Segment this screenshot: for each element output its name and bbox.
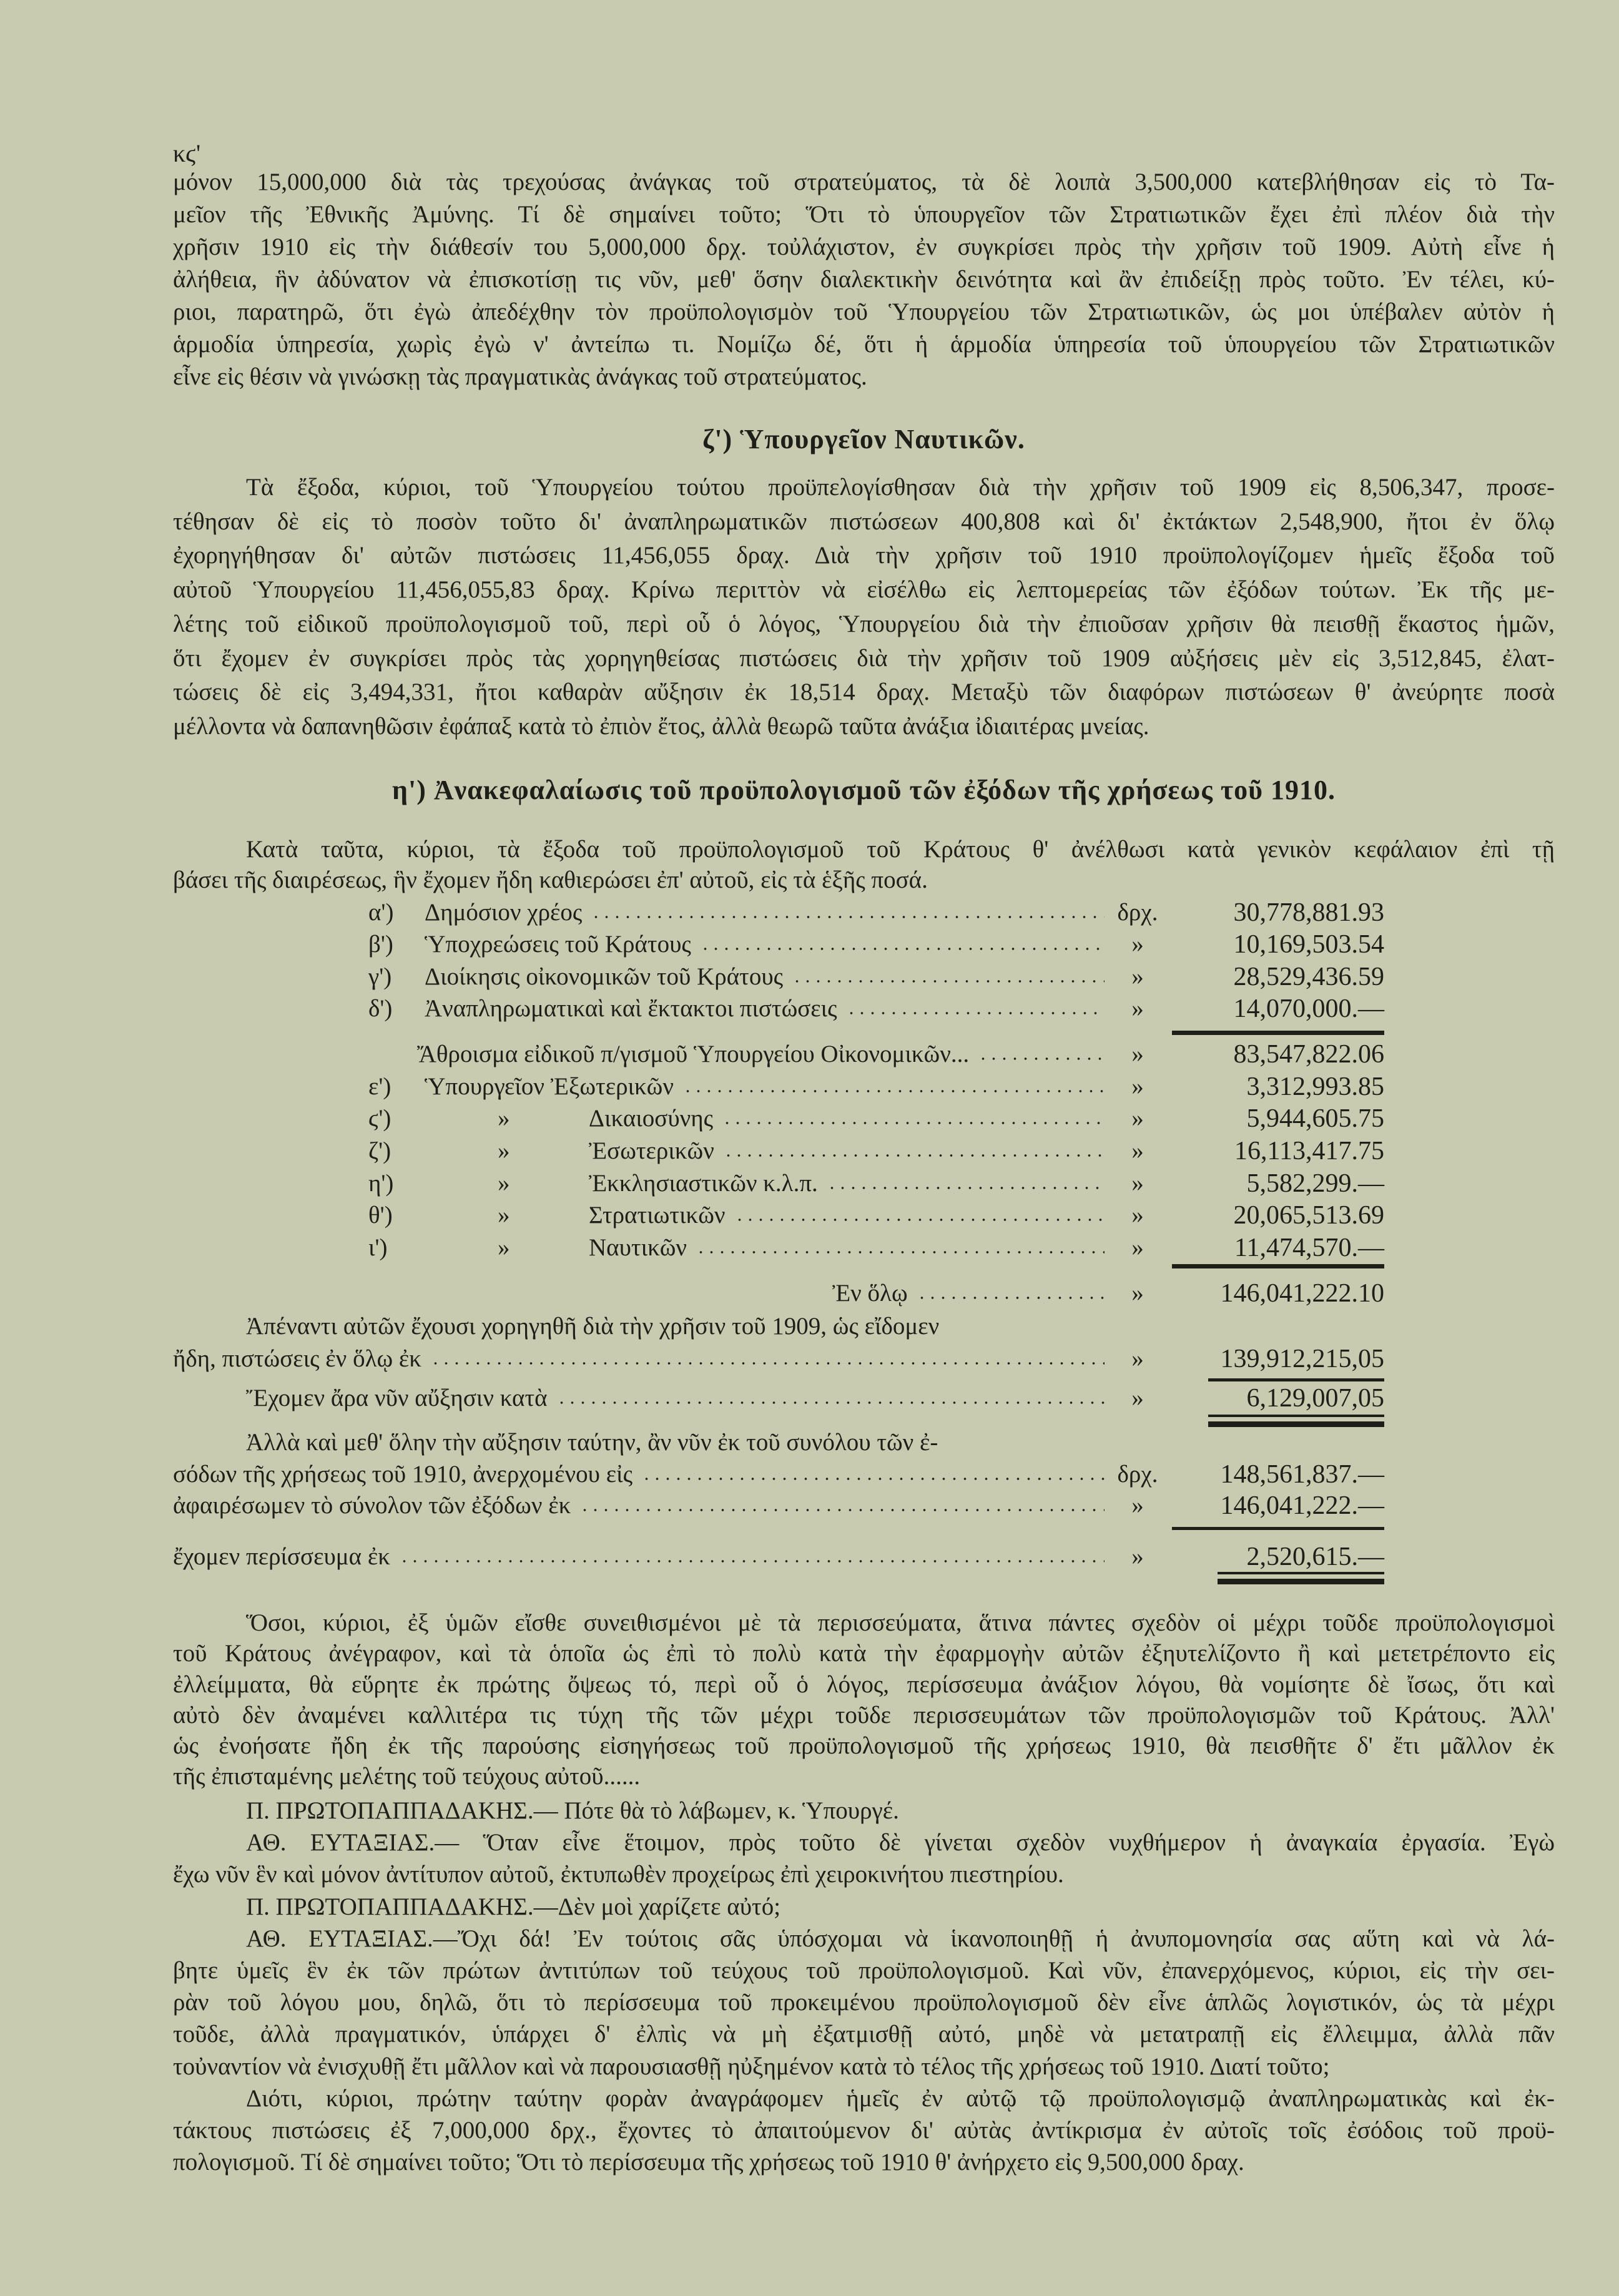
text-line: ἀλήθεια, ἣν ἀδύνατον νὰ ἐπισκοτίσῃ τις νῦν, μεθ' ὅσην διαλεκτικὴν δεινότητα καὶ ἂν ἐπιδείξῃ πρὸς τοῦτο. Ἐν τέλει, κύ-	[173, 266, 1555, 293]
double-rule	[1208, 1415, 1384, 1417]
row-amount: 139,912,215,05	[1220, 1345, 1384, 1373]
table-row	[173, 1490, 1384, 1521]
row-unit: »	[1131, 1543, 1144, 1570]
row-label: Ναυτικῶν	[589, 1234, 687, 1261]
sum-rule	[1208, 1378, 1384, 1381]
page-number: κϛ'	[173, 139, 201, 167]
table-row	[246, 1383, 1384, 1414]
row-amount: 10,169,503.54	[1233, 930, 1384, 959]
dot-leader	[827, 1185, 1105, 1190]
table-row	[173, 1541, 1384, 1572]
dot-leader	[792, 979, 1105, 984]
row-unit: δρχ.	[1117, 1461, 1158, 1488]
table-row	[173, 1343, 1384, 1375]
row-label: Διοίκησις οἰκονομικῶν τοῦ Κράτους	[425, 963, 784, 990]
dot-leader	[399, 1559, 1105, 1564]
table-row	[368, 1103, 1384, 1134]
row-label: Ἐσωτερικῶν	[589, 1137, 714, 1164]
table-row	[368, 1232, 1384, 1263]
section-heading-naval-ministry: ζ') Ὑπουργεῖον Ναυτικῶν.	[702, 424, 1025, 454]
text-line: τοῦ Κράτους ἀνέγραφον, καὶ τὰ ὁποῖα ὡς ἐπὶ τὸ πολὺ κατὰ τὴν ἐφαρμογὴν αὐτῶν ἐξηυτελίζοντο ἢ καὶ μετετρέποντο εἰς	[173, 1640, 1555, 1667]
row-amount: 2,520,615.—	[1246, 1543, 1384, 1571]
text-line: αὐτοῦ Ὑπουργείου 11,456,055,83 δραχ. Κρίνω περιττὸν νὰ εἰσέλθω εἰς λεπτομερείας τῶν ἐξόδων τούτων. Ἐκ τῆς με-	[173, 576, 1555, 604]
double-rule	[1218, 1579, 1384, 1584]
row-amount: 16,113,417.75	[1234, 1137, 1384, 1165]
paragraph-2	[173, 471, 1555, 744]
table-row	[173, 1459, 1384, 1490]
row-amount: 3,312,993.85	[1246, 1072, 1384, 1101]
text-line: ΑΘ. ΕΥΤΑΞΙΑΣ.— Ὅταν εἶνε ἕτοιμον, πρὸς τοῦτο δὲ γίνεται σχεδὸν νυχθήμερον ἡ ἀναγκαία ἐργασία. Ἐγὼ	[246, 1829, 1555, 1857]
table-row	[368, 961, 1384, 993]
row-label: Δημόσιον χρέος	[425, 899, 583, 926]
row-marker: ζ')	[368, 1137, 391, 1164]
text-line: Π. ΠΡΩΤΟΠΑΠΠΑΔΑΚΗΣ.— Πότε θὰ τὸ λάβωμεν, κ. Ὑπουργέ.	[246, 1797, 899, 1824]
table-row	[368, 897, 1384, 928]
text-line: χρῆσιν 1910 εἰς τὴν διάθεσίν του 5,000,000 δρχ. τοὐλάχιστον, ἐν συγκρίσει πρὸς τὴν χρῆσιν τοῦ 1909. Αὐτὴ εἶνε ἡ	[173, 233, 1555, 260]
row-label: ἀφαιρέσωμεν τὸ σύνολον τῶν ἐξόδων ἐκ	[173, 1492, 571, 1519]
row-amount: 14,070,000.—	[1233, 994, 1384, 1023]
text-line: τῆς ἐπισταμένης μελέτης τοῦ τεύχους αὐτοῦ......	[173, 1763, 641, 1790]
row-label: ἤδη, πιστώσεις ἐν ὅλῳ ἐκ	[173, 1345, 421, 1372]
row-label: Ἄθροισμα εἰδικοῦ π/γισμοῦ Ὑπουργείου Οἰκονομικῶν...	[417, 1041, 970, 1067]
dot-leader	[556, 1400, 1105, 1405]
text-line: Τὰ ἔξοδα, κύριοι, τοῦ Ὑπουργείου τούτου προϋπελογίσθησαν διὰ τὴν χρῆσιν τοῦ 1909 εἰς 8,506,347, προσε-	[246, 474, 1555, 501]
table-row	[246, 1311, 1384, 1342]
row-unit: δρχ.	[1117, 899, 1158, 926]
double-rule	[1208, 1421, 1384, 1427]
row-marker: η')	[368, 1170, 394, 1197]
row-unit: »	[1131, 1202, 1144, 1229]
table-row	[417, 1039, 1384, 1070]
row-label: σόδων τῆς χρήσεως τοῦ 1910, ἀνερχομένου εἰς	[173, 1461, 633, 1488]
table-row	[368, 1071, 1384, 1102]
row-marker: β')	[368, 931, 393, 958]
row-unit: »	[1131, 1105, 1144, 1132]
text-line: εἶνε εἰς θέσιν νὰ γινώσκῃ τὰς πραγματικὰς ἀνάγκας τοῦ στρατεύματος.	[173, 363, 867, 390]
text-line: ριοι, παρατηρῶ, ὅτι ἐγὼ ἀπεδέχθην τὸν προϋπολογισμὸν τοῦ Ὑπουργείου τῶν Στρατιωτικῶν, ὡς μοι ὑπέβαλεν αὐτὸν ἡ	[173, 298, 1555, 325]
row-amount: 5,582,299.—	[1246, 1169, 1384, 1198]
table-row	[832, 1278, 1384, 1309]
row-amount: 146,041,222.10	[1220, 1279, 1384, 1308]
dot-leader	[722, 1121, 1105, 1126]
text-line: μέλλοντα νὰ δαπανηθῶσιν ἐφάπαξ κατὰ τὸ ἐπιὸν ἔτος, ἀλλὰ θεωρῶ ταῦτα ἀνάξια ἰδιαιτέρας μνείας.	[173, 712, 1149, 740]
text-line: ἔχω νῦν ἓν καὶ μόνον ἀντίτυπον αὐτοῦ, ἐκτυπωθὲν προχείρως ἐπὶ χειροκινήτου πιεστηρίου.	[173, 1861, 1064, 1888]
text-line: Π. ΠΡΩΤΟΠΑΠΠΑΔΑΚΗΣ.—Δὲν μοὶ χαρίζετε αὐτό;	[246, 1893, 781, 1920]
row-label: Δικαιοσύνης	[589, 1105, 714, 1132]
row-unit: »	[1131, 1280, 1144, 1307]
row-label: Ὑπουργεῖον Ἐξωτερικῶν	[425, 1073, 674, 1100]
text-line: τοῦδε, ἀλλὰ πραγματικόν, ὑπάρχει δ' ἐλπὶς νὰ μὴ ἐξατμισθῇ αὐτό, μηδὲ νὰ μετατραπῇ εἰς ἔλλειμμα, ἀλλὰ πᾶν	[173, 2021, 1555, 2048]
row-amount: 6,129,007,05	[1246, 1384, 1384, 1413]
text-line: τώσεις δὲ εἰς 3,494,331, ἤτοι καθαρὰν αὔξησιν ἐκ 18,514 δραχ. Μεταξὺ τῶν διαφόρων πιστώσεων θ' ἀνεύρητε ποσὰ	[173, 679, 1555, 706]
ditto-mark: »	[498, 1105, 510, 1132]
text-line: βητε ὑμεῖς ἓν ἐκ τῶν πρώτων ἀντιτύπων τοῦ τεύχους τοῦ προϋπολογισμοῦ. Καὶ νῦν, ἐπανερχόμενος, κύριοι, εἰς τὴν σει-	[173, 1957, 1555, 1984]
row-amount: 20,065,513.69	[1233, 1201, 1384, 1230]
text-line: βάσει τῆς διαιρέσεως, ἣν ἔχομεν ἤδη καθιερώσει ἐπ' αὐτοῦ, εἰς τὰ ἑξῆς ποσά.	[173, 866, 928, 893]
row-marker: ε')	[368, 1073, 391, 1100]
row-unit: »	[1131, 931, 1144, 958]
text-line: ρὰν τοῦ λόγου μου, δηλῶ, ὅτι τὸ περίσσευμα τοῦ προκειμένου προϋπολογισμοῦ δὲν εἶνε ἁπλῶς λογιστικόν, ὡς τὰ μέχρι	[173, 1989, 1555, 2016]
row-label: Ἐν ὅλῳ	[832, 1280, 908, 1307]
text-line: Κατὰ ταῦτα, κύριοι, τὰ ἔξοδα τοῦ προϋπολογισμοῦ τοῦ Κράτους θ' ἀνέλθωσι κατὰ γενικὸν κεφάλαιον ἐπὶ τῇ	[246, 836, 1555, 863]
row-unit: »	[1131, 1345, 1144, 1372]
ditto-mark: »	[498, 1202, 510, 1229]
dot-leader	[579, 1508, 1105, 1513]
text-line: τάκτους πιστώσεις ἐξ 7,000,000 δρχ., ἔχοντες τὸ ἀπαιτούμενον δι' αὐτὰς ἀντίκρισμα ἐν αὐτοῖς τοῖς ἐσόδοις τοῦ προϋ-	[173, 2117, 1555, 2144]
text-line: ἐλλείμματα, θὰ εὕρητε ἐκ πρώτης ὄψεως τό, περὶ οὗ ὁ λόγος, περίσσευμα ἀνάξιον λόγου, θὰ νομίσητε δὲ ἴσως, ὅτι καὶ	[173, 1670, 1555, 1698]
row-label: Στρατιωτικῶν	[589, 1202, 726, 1229]
text-line: τοὐναντίον νὰ ἐνισχυθῇ ἔτι μᾶλλον καὶ νὰ παρουσιασθῇ ηὐξημένον κατὰ τὸ τέλος τῆς χρήσεως τοῦ 1910. Διατί τοῦτο;	[173, 2053, 1330, 2080]
dot-leader	[591, 915, 1105, 920]
row-unit: »	[1131, 1137, 1144, 1164]
row-amount: 5,944,605.75	[1246, 1104, 1384, 1133]
text-line: λέτης τοῦ εἰδικοῦ προϋπολογισμοῦ τοῦ, περὶ οὗ ὁ λόγος, Ὑπουργείου διὰ τὴν ἐπιοῦσαν χρῆσιν θὰ πεισθῇ ἕκαστος ἡμῶν,	[173, 610, 1555, 637]
row-unit: »	[1131, 1385, 1144, 1411]
table-row	[368, 929, 1384, 960]
row-marker: ϛ')	[368, 1105, 391, 1132]
row-amount: 30,778,881.93	[1233, 898, 1384, 927]
row-unit: »	[1131, 1041, 1144, 1067]
row-amount: 148,561,837.—	[1220, 1460, 1384, 1489]
sum-rule	[1172, 1031, 1384, 1035]
dot-leader	[696, 1250, 1105, 1255]
row-amount: 146,041,222.—	[1220, 1491, 1384, 1520]
table-row	[246, 1427, 1384, 1458]
row-label: Ἀλλὰ καὶ μεθ' ὅλην τὴν αὔξησιν ταύτην, ἂν νῦν ἐκ τοῦ συνόλου τῶν ἐ-	[246, 1429, 938, 1456]
row-unit: »	[1131, 1492, 1144, 1519]
row-unit: »	[1131, 1234, 1144, 1261]
section-heading-summary: η') Ἀνακεφαλαίωσις τοῦ προϋπολογισμοῦ τῶν ἐξόδων τῆς χρήσεως τοῦ 1910.	[391, 775, 1336, 805]
text-line: ΑΘ. ΕΥΤΑΞΙΑΣ.—Ὄχι δά! Ἐν τούτοις σᾶς ὑπόσχομαι νὰ ἱκανοποιηθῇ ἡ ἀνυπομονησία σας αὕτη καὶ νὰ λά-	[246, 1925, 1555, 1952]
sum-rule	[1172, 1264, 1384, 1268]
text-line: ἁρμοδία ὑπηρεσία, χωρὶς ἐγὼ ν' ἀντείπω τι. Νομίζω δέ, ὅτι ἡ ἁρμοδία ὑπηρεσία τοῦ ὑπουργείου τῶν Στρατιωτικῶν	[173, 331, 1555, 358]
text-line: ὡς ἐνοήσατε ἤδη ἐκ τῆς παρούσης εἰσηγήσεως τοῦ προϋπολογισμοῦ τῆς χρήσεως 1910, θὰ πεισθῆτε δ' ἔτι μᾶλλον ἐκ	[173, 1732, 1555, 1760]
dot-leader	[682, 1089, 1105, 1094]
dot-leader	[978, 1056, 1105, 1061]
row-unit: »	[1131, 963, 1144, 990]
text-line: ἐχορηγήθησαν δι' αὐτῶν πιστώσεις 11,456,055 δραχ. Διὰ τὴν χρῆσιν τοῦ 1910 προϋπολογίζομεν ἡμεῖς ἔξοδα τοῦ	[173, 542, 1555, 569]
table-row	[368, 1200, 1384, 1231]
table-row	[368, 1168, 1384, 1199]
text-line: Ὅσοι, κύριοι, ἐξ ὑμῶν εἴσθε συνειθισμένοι μὲ τὰ περισσεύματα, ἅτινα πάντες σχεδὸν οἱ μέχρι τοῦδε προϋπολογισμοὶ	[246, 1609, 1555, 1636]
row-label: ἔχομεν περίσσευμα ἐκ	[173, 1543, 390, 1570]
table-row	[368, 1136, 1384, 1167]
text-line: ὅτι ἔχομεν ἐν συγκρίσει πρὸς τὰς χορηγηθείσας πιστώσεις διὰ τὴν χρῆσιν τοῦ 1909 αὐξήσεις μὲν εἰς 3,512,845, ἐλατ-	[173, 644, 1555, 672]
row-marker: ι')	[368, 1234, 388, 1261]
text-line: μόνον 15,000,000 διὰ τὰς τρεχούσας ἀνάγκας τοῦ στρατεύματος, τὰ δὲ λοιπὰ 3,500,000 κατεβλήθησαν εἰς τὸ Τα-	[173, 169, 1555, 195]
text-line: μεῖον τῆς Ἐθνικῆς Ἀμύνης. Τί δὲ σημαίνει τοῦτο; Ὅτι τὸ ὑπουργεῖον τῶν Στρατιωτικῶν ἔχει ἐπὶ πλέον διὰ τὴν	[173, 201, 1555, 228]
paragraph-1	[173, 166, 1555, 393]
dot-leader	[846, 1011, 1105, 1016]
row-label: Ἐκκλησιαστικῶν κ.λ.π.	[589, 1170, 818, 1197]
row-unit: »	[1131, 1073, 1144, 1100]
paragraph-3	[173, 834, 1555, 895]
dot-leader	[723, 1153, 1105, 1158]
row-unit: »	[1131, 995, 1144, 1022]
row-label: Ὑποχρεώσεις τοῦ Κράτους	[425, 931, 691, 958]
row-amount: 83,547,822.06	[1233, 1040, 1384, 1069]
row-label: Ἀναπληρωματικαὶ καὶ ἔκτακτοι πιστώσεις	[425, 995, 837, 1022]
table-row	[368, 993, 1384, 1024]
double-rule	[1218, 1572, 1384, 1574]
row-amount: 11,474,570.—	[1234, 1234, 1384, 1262]
ditto-mark: »	[498, 1170, 510, 1197]
text-line: πολογισμοῦ. Τί δὲ σημαίνει τοῦτο; Ὅτι τὸ περίσσευμα τῆς χρήσεως τοῦ 1910 θ' ἀνήρχετο εἰς 9,500,000 δραχ.	[173, 2149, 1244, 2176]
parliamentary-dialogue	[173, 1795, 1555, 2178]
text-line: τέθησαν δὲ εἰς τὸ ποσὸν τοῦτο δι' ἀναπληρωματικῶν πιστώσεων 400,808 καὶ δι' ἐκτάκτων 2,548,900, ἤτοι ἐν ὅλῳ	[173, 508, 1555, 535]
row-marker: δ')	[368, 995, 393, 1022]
dot-leader	[734, 1217, 1105, 1222]
dot-leader	[430, 1361, 1105, 1366]
row-label: Ἀπέναντι αὐτῶν ἔχουσι χορηγηθῆ διὰ τὴν χρῆσιν τοῦ 1909, ὡς εἴδομεν	[246, 1313, 940, 1340]
ditto-mark: »	[498, 1234, 510, 1261]
row-label: Ἔχομεν ἄρα νῦν αὔξησιν κατὰ	[246, 1385, 548, 1411]
row-marker: α')	[368, 899, 394, 926]
row-marker: θ')	[368, 1202, 393, 1229]
dot-leader	[641, 1476, 1105, 1481]
row-amount: 28,529,436.59	[1233, 963, 1384, 991]
dot-leader	[917, 1295, 1105, 1300]
text-line: αὐτὸ δὲν ἀναμένει καλλιτέρα τις τύχη τῆς τῶν μέχρι τοῦδε περισσευμάτων τῶν προϋπολογισμῶν τοῦ Κράτους. Ἀλλ'	[173, 1701, 1555, 1729]
ditto-mark: »	[498, 1137, 510, 1164]
paragraph-4	[173, 1607, 1555, 1792]
text-line: Διότι, κύριοι, πρώτην ταύτην φορὰν ἀναγράφομεν ἡμεῖς ἐν αὐτῷ τῷ προϋπολογισμῷ ἀναπληρωματικὰς καὶ ἐκ-	[246, 2084, 1555, 2112]
row-marker: γ')	[368, 963, 392, 990]
dot-leader	[700, 946, 1105, 951]
row-unit: »	[1131, 1170, 1144, 1197]
sum-rule	[1172, 1527, 1384, 1530]
